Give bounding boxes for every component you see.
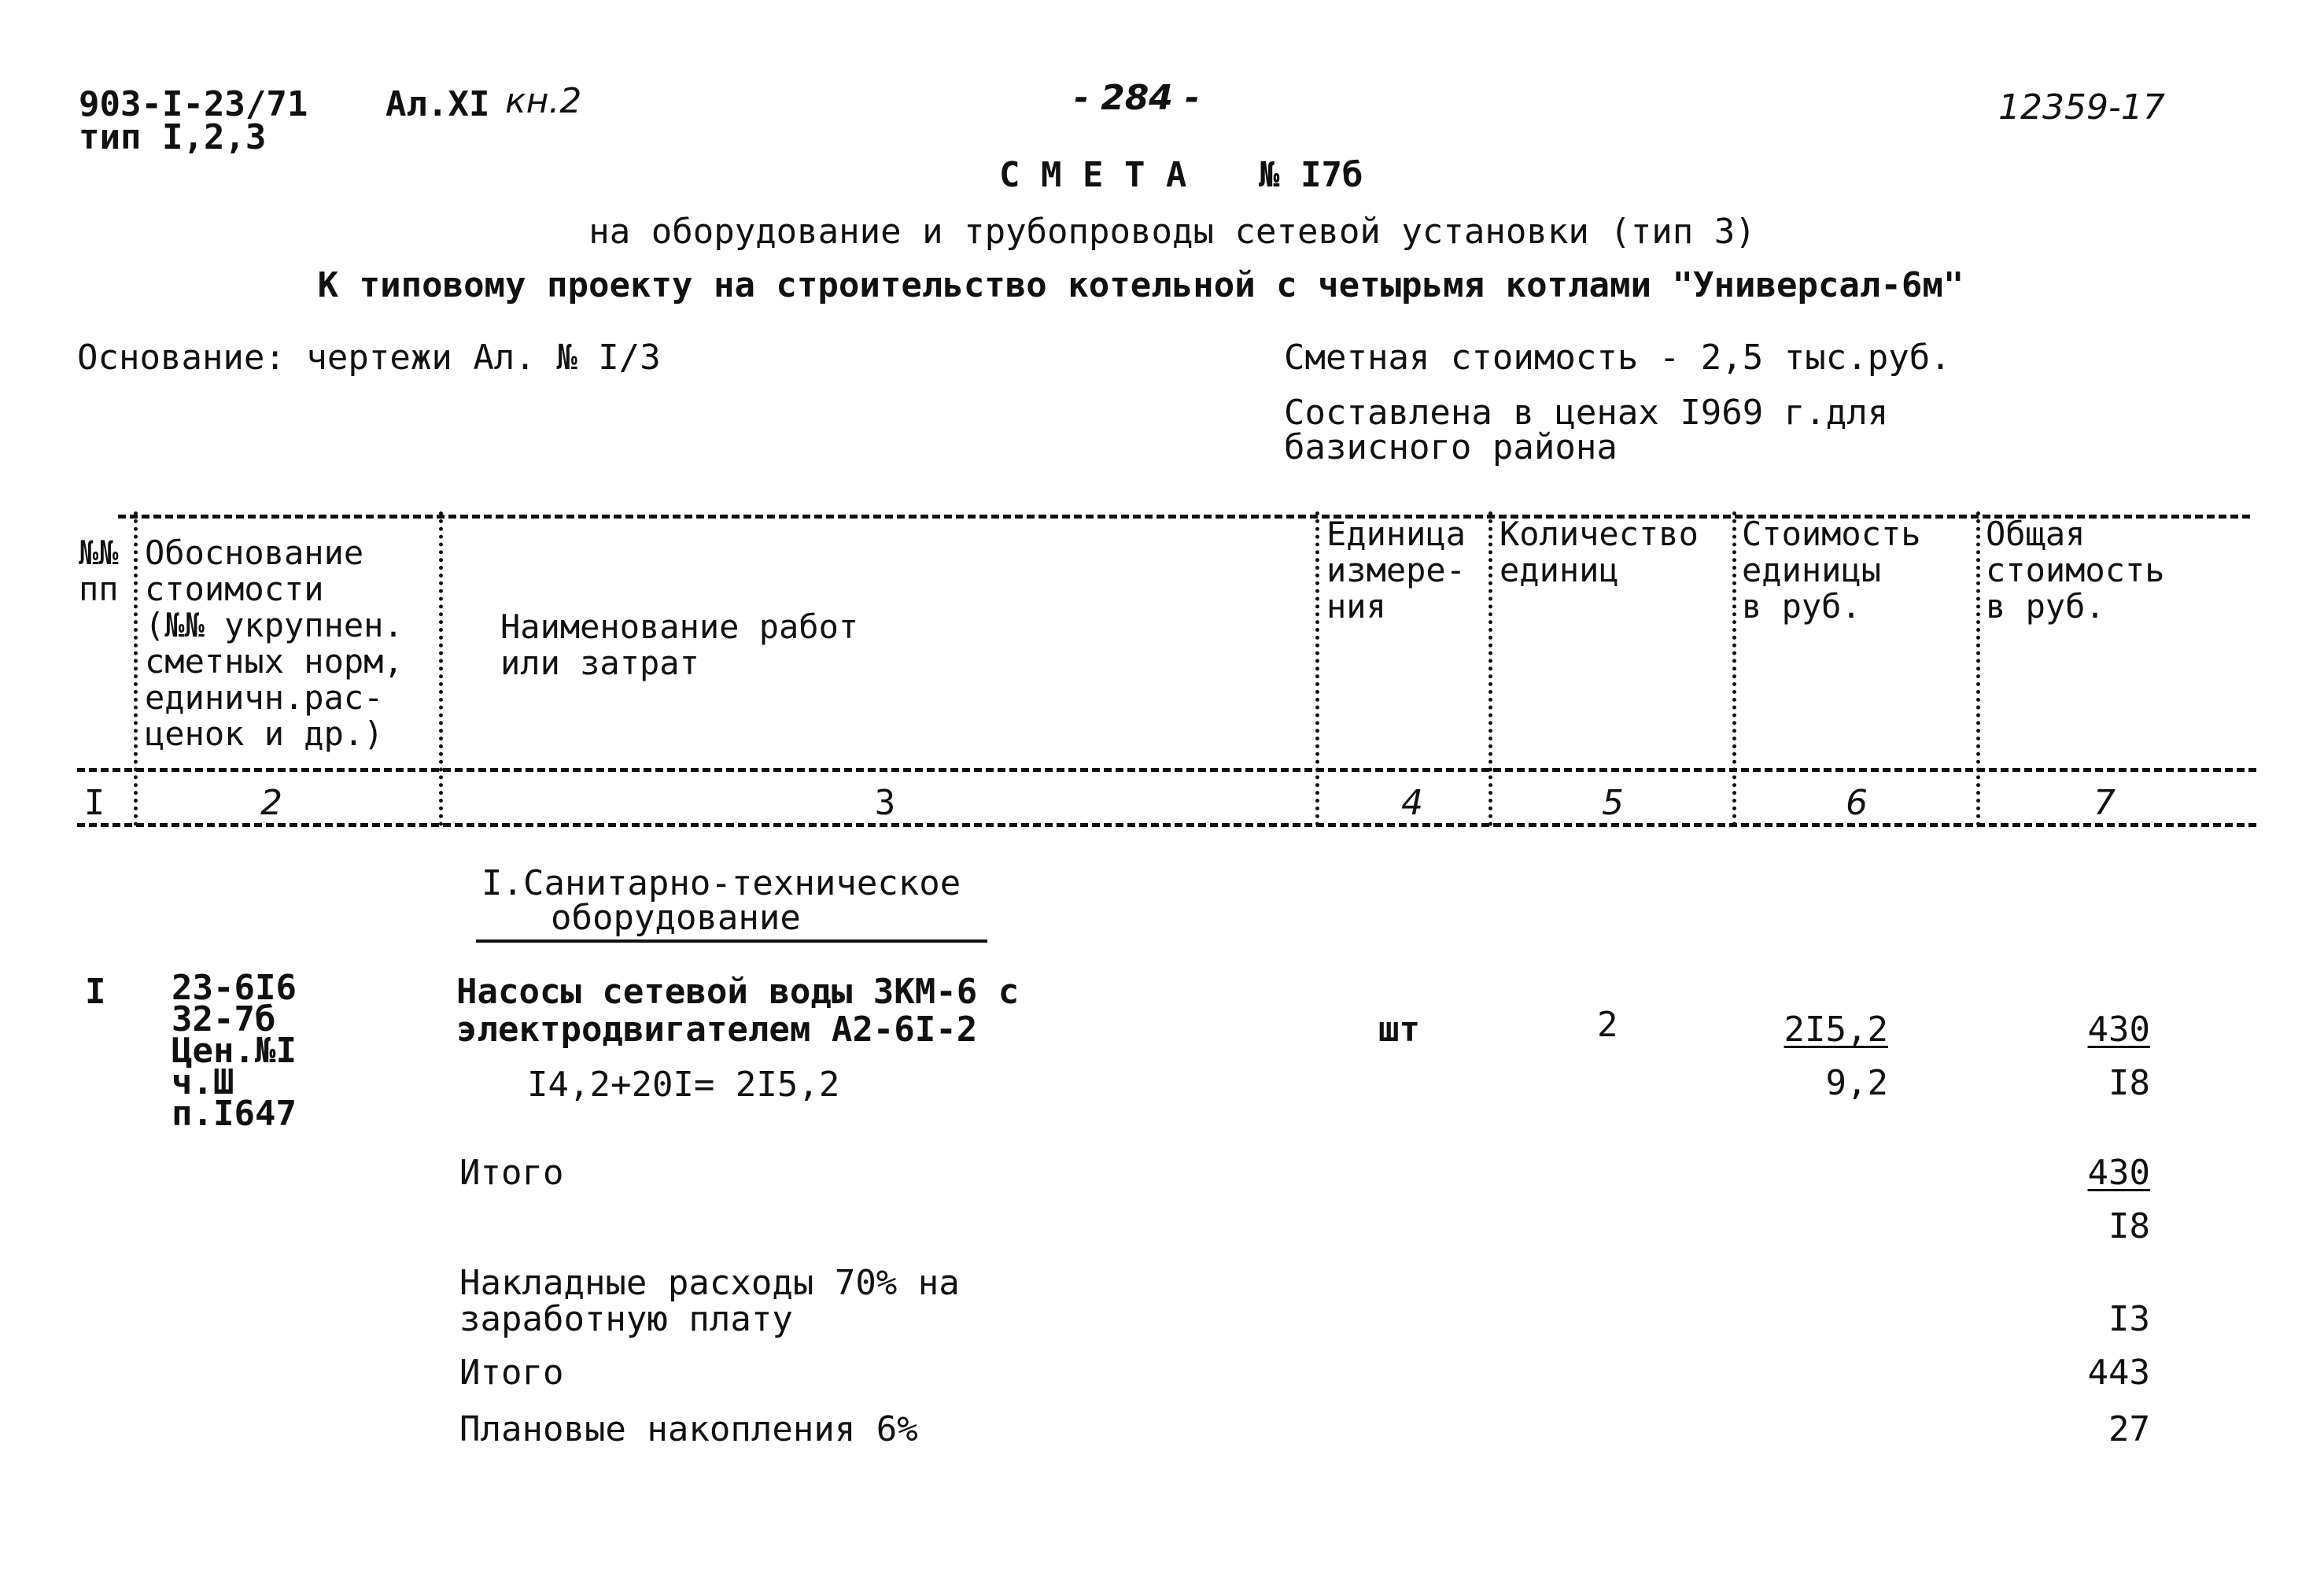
col-number-1: I (83, 783, 105, 823)
section-title-line-2: оборудование (551, 898, 801, 938)
header-top-rule (118, 515, 2250, 519)
col-number-7: 7 (2093, 783, 2116, 823)
row-basis: 23-6I6 32-7б Цен.№I ч.Ш п.I647 (172, 968, 297, 1134)
header-bottom-rule (77, 768, 2256, 772)
numbers-bottom-rule (77, 823, 2256, 827)
col-divider-2 (439, 511, 443, 826)
itogo-1-total: 430 (2087, 1153, 2150, 1193)
row-name-line-2: электродвигателем А2-6I-2 (456, 1010, 978, 1050)
col-divider-4 (1488, 511, 1492, 826)
col-header-2: Обоснование стоимости (№№ укрупнен. сметных норм, единичн.рас- ценок и др.) (145, 533, 404, 753)
row-total: 430 (2087, 1010, 2150, 1050)
col-number-2: 2 (260, 783, 282, 823)
col-header-4: Единица измере- ния (1326, 515, 1466, 626)
estimated-cost: Сметная стоимость - 2,5 тыс.руб. (1284, 338, 1951, 378)
album-code: Ал.XI (385, 84, 490, 124)
title-word: С М Е Т А (999, 155, 1187, 195)
col-divider-1 (134, 511, 138, 826)
project-line: К типовому проекту на строительство котельной с четырьмя котлами "Универсал-6м" (317, 265, 1964, 305)
type-line: тип I,2,3 (79, 117, 267, 157)
col-number-3: 3 (874, 783, 896, 823)
title-number: № I7б (1259, 155, 1363, 195)
prices-line-1: Составлена в ценах I969 г.для (1284, 393, 1889, 433)
col-header-1: №№ пп (79, 533, 119, 608)
row-number: I (85, 972, 106, 1012)
col-divider-5 (1732, 511, 1736, 826)
row-total-wage: I8 (2108, 1063, 2150, 1103)
row-qty: 2 (1597, 1005, 1618, 1045)
page-number: - 284 - (1074, 78, 1200, 118)
row-calc: I4,2+20I= 2I5,2 (527, 1065, 840, 1105)
col-header-6: Стоимость единицы в руб. (1742, 515, 1921, 626)
col-header-7: Общая стоимость в руб. (1986, 515, 2165, 626)
prices-line-2: базисного района (1284, 427, 1618, 467)
planned-label: Плановые накопления 6% (459, 1409, 918, 1449)
col-divider-6 (1976, 511, 1980, 826)
col-number-5: 5 (1602, 783, 1624, 823)
overhead-line-2: заработную плату (459, 1299, 793, 1339)
overhead-line-1: Накладные расходы 70% на (459, 1263, 960, 1303)
row-unit-wage: 9,2 (1825, 1063, 1888, 1103)
row-unit: шт (1378, 1010, 1420, 1050)
planned-value: 27 (2108, 1409, 2150, 1449)
archive-number: 12359-17 (1998, 87, 2165, 127)
section-underline (476, 940, 987, 943)
overhead-value: I3 (2108, 1299, 2150, 1339)
itogo-1-label: Итого (459, 1153, 564, 1193)
col-number-4: 4 (1401, 783, 1423, 823)
section-title-line-1: I.Санитарно-техническое (481, 863, 961, 903)
col-number-6: 6 (1846, 783, 1868, 823)
basis-line: Основание: чертежи Ал. № I/3 (77, 338, 661, 378)
itogo-2-label: Итого (459, 1353, 564, 1393)
row-unit-cost: 2I5,2 (1784, 1010, 1888, 1050)
col-header-5: Количество единиц (1500, 515, 1699, 589)
book-code: кн.2 (505, 81, 582, 121)
col-divider-3 (1315, 511, 1319, 826)
doc-code: 903-I-23/71 (79, 84, 308, 124)
subtitle: на оборудование и трубопроводы сетевой установки (тип 3) (588, 212, 1756, 252)
row-name-line-1: Насосы сетевой воды 3КМ-6 с (456, 972, 1020, 1012)
itogo-2-value: 443 (2087, 1353, 2150, 1393)
itogo-1-wage: I8 (2108, 1206, 2150, 1246)
col-header-3: Наименование работ или затрат (500, 607, 859, 682)
